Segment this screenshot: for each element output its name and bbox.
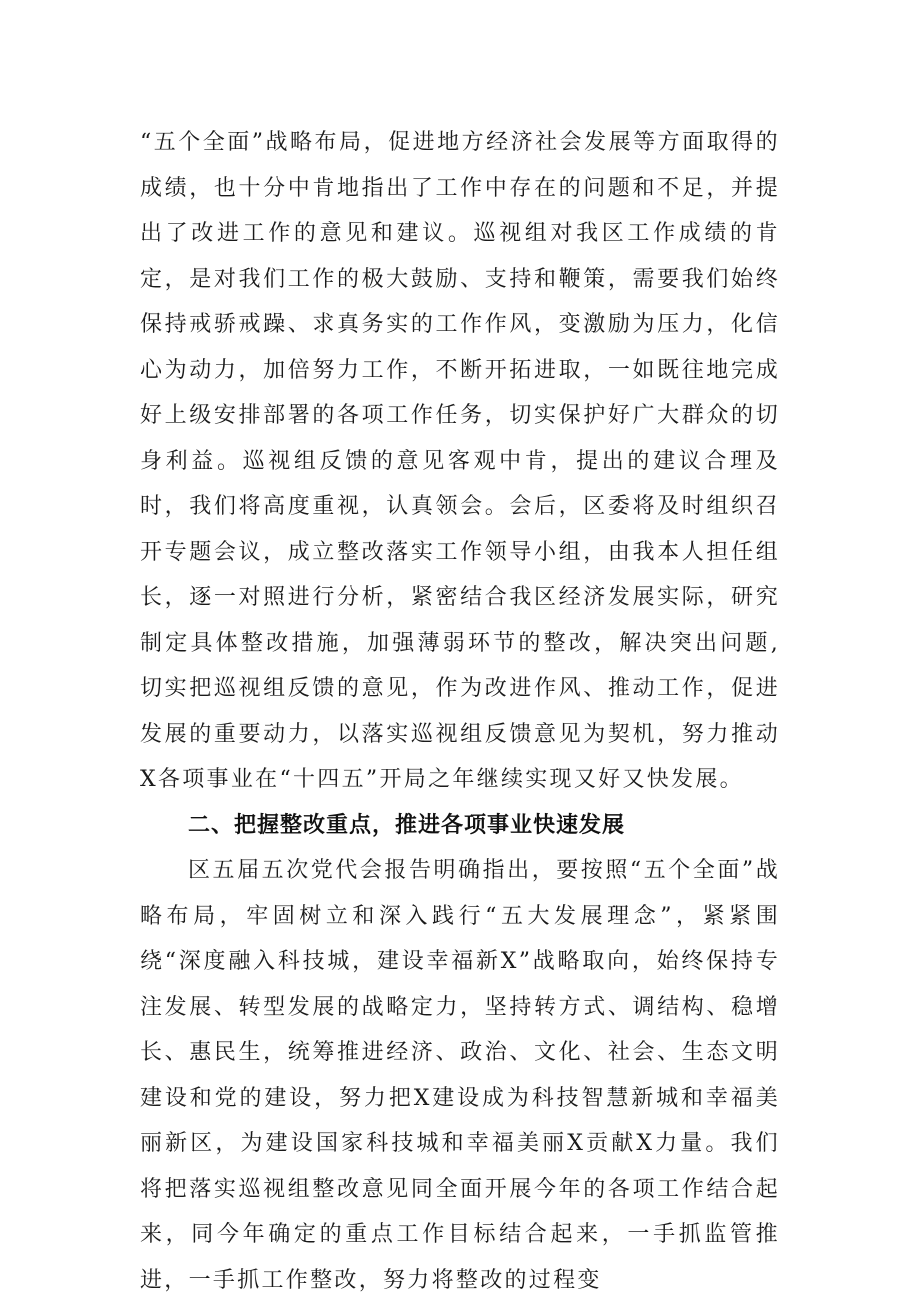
document-body xyxy=(140,120,780,1303)
paragraph-section-two: 区五届五次党代会报告明确指出，要按照“五个全面”战略布局，牢固树立和深入践行“五大发展理念”，紧紧围绕“深度融入科技城，建设幸福新X”战略取向，始终保持专注发展、转型发展的战略定力，坚持转方式、调结构、稳增长、惠民生，统筹推进经济、政治、文化、社会、生态文明建设和党的建设，努力把X建设成为科技智慧新城和幸福美丽新区，为建设国家科技城和幸福美丽X贡献X力量。我们将把落实巡视组整改意见同全面开展今年的各项工作结合起来，同今年确定的重点工作目标结合起来，一手抓监管推进，一手抓工作整改，努力将整改的过程变 xyxy=(140,858,780,1293)
paragraph-continuation: “五个全面”战略布局，促进地方经济社会发展等方面取得的成绩，也十分中肯地指出了工作中存在的问题和不足，并提出了改进工作的意见和建议。巡视组对我区工作成绩的肯定，是对我们工作的极大鼓励、支持和鞭策，需要我们始终保持戒骄戒躁、求真务实的工作作风，变激励为压力，化信心为动力，加倍努力工作，不断开拓进取，一如既往地完成好上级安排部署的各项工作任务，切实保护好广大群众的切身利益。巡视组反馈的意见客观中肯，提出的建议合理及时，我们将高度重视，认真领会。会后，区委将及时组织召开专题会议，成立整改落实工作领导小组，由我本人担任组长，逐一对照进行分析，紧密结合我区经济发展实际，研究制定具体整改措施，加强薄弱环节的整改，解决突出问题,切实把巡视组反馈的意见，作为改进作风、推动工作，促进发展的重要动力，以落实巡视组反馈意见为契机，努力推动X各项事业在“十四五”开局之年继续实现又好又快发展。 xyxy=(140,130,780,792)
section-heading: 二、把握整改重点，推进各项事业快速发展 xyxy=(188,812,626,838)
